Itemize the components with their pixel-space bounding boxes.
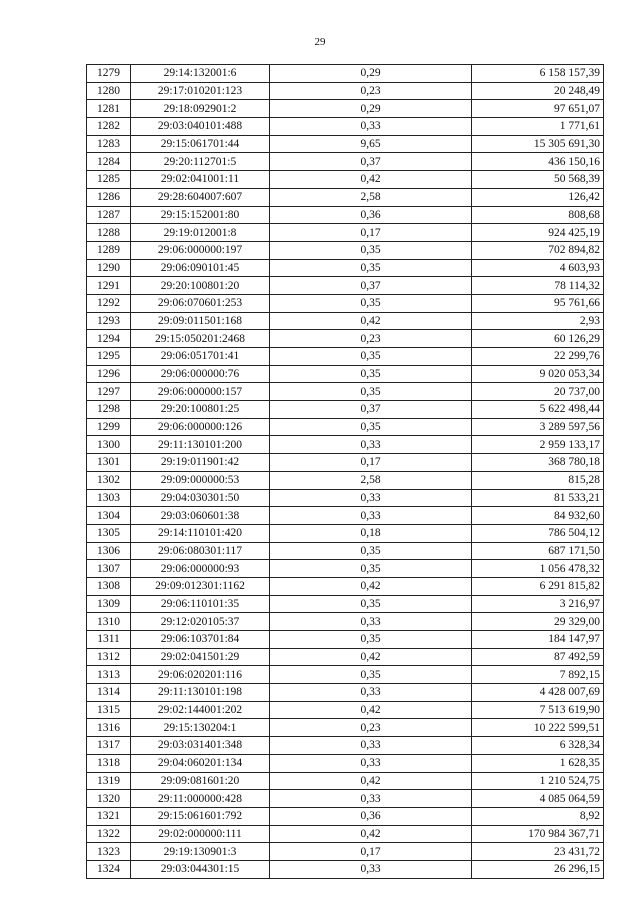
value-cell: 4 603,93 — [472, 259, 604, 277]
row-number-cell: 1323 — [87, 843, 131, 861]
value-cell: 3 216,97 — [472, 595, 604, 613]
value-cell: 368 780,18 — [472, 454, 604, 472]
cadastral-number-cell: 29:02:000000:111 — [131, 825, 270, 843]
table-row — [87, 401, 604, 419]
cadastral-number-cell: 29:20:100801:25 — [131, 401, 270, 419]
table-row — [87, 82, 604, 100]
table-row — [87, 631, 604, 649]
row-number-cell: 1289 — [87, 241, 131, 259]
value-cell: 8,92 — [472, 807, 604, 825]
table-row — [87, 754, 604, 772]
row-number-cell: 1293 — [87, 312, 131, 330]
table-row — [87, 542, 604, 560]
value-cell: 26 296,15 — [472, 860, 604, 878]
cadastral-number-cell: 29:15:050201:2468 — [131, 330, 270, 348]
table-row — [87, 560, 604, 578]
row-number-cell: 1320 — [87, 790, 131, 808]
rate-cell: 0,33 — [270, 613, 472, 631]
rate-cell: 0,33 — [270, 118, 472, 136]
cadastral-number-cell: 29:06:000000:157 — [131, 383, 270, 401]
value-cell: 3 289 597,56 — [472, 418, 604, 436]
value-cell: 687 171,50 — [472, 542, 604, 560]
rate-cell: 0,37 — [270, 153, 472, 171]
row-number-cell: 1308 — [87, 577, 131, 595]
table-row — [87, 790, 604, 808]
value-cell: 7 892,15 — [472, 666, 604, 684]
value-cell: 29 329,00 — [472, 613, 604, 631]
cadastral-number-cell: 29:06:080301:117 — [131, 542, 270, 560]
row-number-cell: 1318 — [87, 754, 131, 772]
value-cell: 170 984 367,71 — [472, 825, 604, 843]
cadastral-number-cell: 29:06:000000:126 — [131, 418, 270, 436]
row-number-cell: 1312 — [87, 648, 131, 666]
value-cell: 81 533,21 — [472, 489, 604, 507]
row-number-cell: 1303 — [87, 489, 131, 507]
row-number-cell: 1313 — [87, 666, 131, 684]
cadastral-number-cell: 29:11:130101:200 — [131, 436, 270, 454]
table-row — [87, 135, 604, 153]
table-row — [87, 577, 604, 595]
row-number-cell: 1316 — [87, 719, 131, 737]
value-cell: 702 894,82 — [472, 241, 604, 259]
table-row — [87, 701, 604, 719]
cadastral-number-cell: 29:06:020201:116 — [131, 666, 270, 684]
row-number-cell: 1311 — [87, 631, 131, 649]
rate-cell: 0,42 — [270, 171, 472, 189]
table-row — [87, 807, 604, 825]
cadastral-number-cell: 29:15:061701:44 — [131, 135, 270, 153]
row-number-cell: 1295 — [87, 348, 131, 366]
rate-cell: 0,37 — [270, 277, 472, 295]
rate-cell: 0,42 — [270, 772, 472, 790]
rate-cell: 0,42 — [270, 825, 472, 843]
rate-cell: 0,35 — [270, 294, 472, 312]
rate-cell: 0,33 — [270, 507, 472, 525]
table-row — [87, 348, 604, 366]
table-row — [87, 312, 604, 330]
rate-cell: 0,33 — [270, 489, 472, 507]
rate-cell: 0,42 — [270, 648, 472, 666]
value-cell: 9 020 053,34 — [472, 365, 604, 383]
row-number-cell: 1291 — [87, 277, 131, 295]
row-number-cell: 1296 — [87, 365, 131, 383]
value-cell: 1 056 478,32 — [472, 560, 604, 578]
row-number-cell: 1286 — [87, 188, 131, 206]
rate-cell: 2,58 — [270, 471, 472, 489]
value-cell: 97 651,07 — [472, 100, 604, 118]
row-number-cell: 1307 — [87, 560, 131, 578]
cadastral-number-cell: 29:06:051701:41 — [131, 348, 270, 366]
cadastral-number-cell: 29:09:012301:1162 — [131, 577, 270, 595]
table-row — [87, 118, 604, 136]
table-row — [87, 860, 604, 878]
rate-cell: 0,35 — [270, 241, 472, 259]
rate-cell: 0,35 — [270, 348, 472, 366]
rate-cell: 0,42 — [270, 701, 472, 719]
table-row — [87, 489, 604, 507]
table-row — [87, 383, 604, 401]
value-cell: 10 222 599,51 — [472, 719, 604, 737]
cadastral-number-cell: 29:09:081601:20 — [131, 772, 270, 790]
row-number-cell: 1298 — [87, 401, 131, 419]
rate-cell: 0,17 — [270, 843, 472, 861]
rate-cell: 0,17 — [270, 454, 472, 472]
value-cell: 184 147,97 — [472, 631, 604, 649]
cadastral-number-cell: 29:09:000000:53 — [131, 471, 270, 489]
rate-cell: 0,35 — [270, 560, 472, 578]
value-cell: 95 761,66 — [472, 294, 604, 312]
value-cell: 1 210 524,75 — [472, 772, 604, 790]
table-row — [87, 507, 604, 525]
cadastral-number-cell: 29:28:604007:607 — [131, 188, 270, 206]
rate-cell: 0,42 — [270, 577, 472, 595]
rate-cell: 0,33 — [270, 684, 472, 702]
table-row — [87, 825, 604, 843]
value-cell: 924 425,19 — [472, 224, 604, 242]
cadastral-number-cell: 29:19:130901:3 — [131, 843, 270, 861]
rate-cell: 0,23 — [270, 719, 472, 737]
cadastral-number-cell: 29:15:061601:792 — [131, 807, 270, 825]
table-row — [87, 100, 604, 118]
rate-cell: 0,18 — [270, 524, 472, 542]
row-number-cell: 1324 — [87, 860, 131, 878]
rate-cell: 0,23 — [270, 330, 472, 348]
cadastral-number-cell: 29:02:144001:202 — [131, 701, 270, 719]
rate-cell: 0,29 — [270, 100, 472, 118]
row-number-cell: 1297 — [87, 383, 131, 401]
cadastral-number-cell: 29:15:130204:1 — [131, 719, 270, 737]
value-cell: 5 622 498,44 — [472, 401, 604, 419]
table-row — [87, 471, 604, 489]
row-number-cell: 1288 — [87, 224, 131, 242]
row-number-cell: 1283 — [87, 135, 131, 153]
table-row — [87, 294, 604, 312]
cadastral-number-cell: 29:11:130101:198 — [131, 684, 270, 702]
cadastral-number-cell: 29:06:000000:93 — [131, 560, 270, 578]
rate-cell: 0,35 — [270, 383, 472, 401]
cadastral-number-cell: 29:03:044301:15 — [131, 860, 270, 878]
table-row — [87, 719, 604, 737]
cadastral-number-cell: 29:06:110101:35 — [131, 595, 270, 613]
value-cell: 20 248,49 — [472, 82, 604, 100]
table-row — [87, 595, 604, 613]
table-row — [87, 684, 604, 702]
table-row — [87, 224, 604, 242]
row-number-cell: 1299 — [87, 418, 131, 436]
row-number-cell: 1292 — [87, 294, 131, 312]
value-cell: 2 959 133,17 — [472, 436, 604, 454]
value-cell: 60 126,29 — [472, 330, 604, 348]
row-number-cell: 1315 — [87, 701, 131, 719]
rate-cell: 0,35 — [270, 259, 472, 277]
value-cell: 1 771,61 — [472, 118, 604, 136]
table-row — [87, 613, 604, 631]
cadastral-number-cell: 29:03:040101:488 — [131, 118, 270, 136]
row-number-cell: 1319 — [87, 772, 131, 790]
cadastral-number-cell: 29:11:000000:428 — [131, 790, 270, 808]
rate-cell: 0,29 — [270, 65, 472, 83]
table-row — [87, 65, 604, 83]
value-cell: 23 431,72 — [472, 843, 604, 861]
cadastral-number-cell: 29:19:011901:42 — [131, 454, 270, 472]
value-cell: 2,93 — [472, 312, 604, 330]
row-number-cell: 1322 — [87, 825, 131, 843]
row-number-cell: 1302 — [87, 471, 131, 489]
cadastral-number-cell: 29:06:000000:76 — [131, 365, 270, 383]
cadastral-number-cell: 29:04:060201:134 — [131, 754, 270, 772]
rate-cell: 0,35 — [270, 418, 472, 436]
row-number-cell: 1310 — [87, 613, 131, 631]
table-row — [87, 241, 604, 259]
rate-cell: 0,42 — [270, 312, 472, 330]
rate-cell: 0,35 — [270, 365, 472, 383]
row-number-cell: 1314 — [87, 684, 131, 702]
cadastral-number-cell: 29:20:100801:20 — [131, 277, 270, 295]
row-number-cell: 1321 — [87, 807, 131, 825]
row-number-cell: 1282 — [87, 118, 131, 136]
rate-cell: 0,33 — [270, 754, 472, 772]
row-number-cell: 1305 — [87, 524, 131, 542]
cadastral-number-cell: 29:06:000000:197 — [131, 241, 270, 259]
table-row — [87, 418, 604, 436]
rate-cell: 0,33 — [270, 436, 472, 454]
cadastral-value-table — [86, 64, 604, 879]
row-number-cell: 1300 — [87, 436, 131, 454]
cadastral-number-cell: 29:12:020105:37 — [131, 613, 270, 631]
value-cell: 6 158 157,39 — [472, 65, 604, 83]
rate-cell: 0,35 — [270, 631, 472, 649]
value-cell: 7 513 619,90 — [472, 701, 604, 719]
value-cell: 84 932,60 — [472, 507, 604, 525]
rate-cell: 0,36 — [270, 807, 472, 825]
value-cell: 6 328,34 — [472, 737, 604, 755]
row-number-cell: 1317 — [87, 737, 131, 755]
table-row — [87, 188, 604, 206]
value-cell: 50 568,39 — [472, 171, 604, 189]
value-cell: 436 150,16 — [472, 153, 604, 171]
table-row — [87, 259, 604, 277]
table-row — [87, 277, 604, 295]
rate-cell: 0,35 — [270, 542, 472, 560]
cadastral-number-cell: 29:14:110101:420 — [131, 524, 270, 542]
cadastral-number-cell: 29:06:090101:45 — [131, 259, 270, 277]
row-number-cell: 1294 — [87, 330, 131, 348]
table-row — [87, 648, 604, 666]
table-row — [87, 365, 604, 383]
table-row — [87, 153, 604, 171]
value-cell: 786 504,12 — [472, 524, 604, 542]
rate-cell: 0,33 — [270, 737, 472, 755]
table-row — [87, 843, 604, 861]
table-row — [87, 330, 604, 348]
cadastral-number-cell: 29:03:031401:348 — [131, 737, 270, 755]
value-cell: 1 628,35 — [472, 754, 604, 772]
value-cell: 126,42 — [472, 188, 604, 206]
row-number-cell: 1284 — [87, 153, 131, 171]
table-row — [87, 171, 604, 189]
table-row — [87, 436, 604, 454]
cadastral-number-cell: 29:06:103701:84 — [131, 631, 270, 649]
cadastral-number-cell: 29:09:011501:168 — [131, 312, 270, 330]
value-cell: 4 085 064,59 — [472, 790, 604, 808]
row-number-cell: 1309 — [87, 595, 131, 613]
row-number-cell: 1281 — [87, 100, 131, 118]
cadastral-number-cell: 29:06:070601:253 — [131, 294, 270, 312]
row-number-cell: 1279 — [87, 65, 131, 83]
row-number-cell: 1301 — [87, 454, 131, 472]
cadastral-number-cell: 29:03:060601:38 — [131, 507, 270, 525]
cadastral-number-cell: 29:14:132001:6 — [131, 65, 270, 83]
row-number-cell: 1306 — [87, 542, 131, 560]
value-cell: 815,28 — [472, 471, 604, 489]
rate-cell: 0,33 — [270, 790, 472, 808]
rate-cell: 2,58 — [270, 188, 472, 206]
table-row — [87, 772, 604, 790]
row-number-cell: 1304 — [87, 507, 131, 525]
value-cell: 4 428 007,69 — [472, 684, 604, 702]
rate-cell: 0,35 — [270, 595, 472, 613]
cadastral-number-cell: 29:17:010201:123 — [131, 82, 270, 100]
page-number: 29 — [314, 36, 326, 48]
rate-cell: 0,17 — [270, 224, 472, 242]
cadastral-number-cell: 29:15:152001:80 — [131, 206, 270, 224]
table-row — [87, 666, 604, 684]
rate-cell: 0,37 — [270, 401, 472, 419]
value-cell: 78 114,32 — [472, 277, 604, 295]
value-cell: 15 305 691,30 — [472, 135, 604, 153]
row-number-cell: 1287 — [87, 206, 131, 224]
rate-cell: 0,35 — [270, 666, 472, 684]
table-body — [87, 65, 604, 879]
cadastral-number-cell: 29:20:112701:5 — [131, 153, 270, 171]
value-cell: 808,68 — [472, 206, 604, 224]
cadastral-number-cell: 29:02:041501:29 — [131, 648, 270, 666]
cadastral-number-cell: 29:04:030301:50 — [131, 489, 270, 507]
value-cell: 20 737,00 — [472, 383, 604, 401]
cadastral-number-cell: 29:19:012001:8 — [131, 224, 270, 242]
cadastral-number-cell: 29:18:092901:2 — [131, 100, 270, 118]
row-number-cell: 1290 — [87, 259, 131, 277]
cadastral-number-cell: 29:02:041001:11 — [131, 171, 270, 189]
rate-cell: 0,23 — [270, 82, 472, 100]
table-row — [87, 524, 604, 542]
table-row — [87, 454, 604, 472]
table-row — [87, 737, 604, 755]
value-cell: 22 299,76 — [472, 348, 604, 366]
row-number-cell: 1285 — [87, 171, 131, 189]
value-cell: 6 291 815,82 — [472, 577, 604, 595]
rate-cell: 9,65 — [270, 135, 472, 153]
rate-cell: 0,33 — [270, 860, 472, 878]
row-number-cell: 1280 — [87, 82, 131, 100]
value-cell: 87 492,59 — [472, 648, 604, 666]
rate-cell: 0,36 — [270, 206, 472, 224]
table-row — [87, 206, 604, 224]
